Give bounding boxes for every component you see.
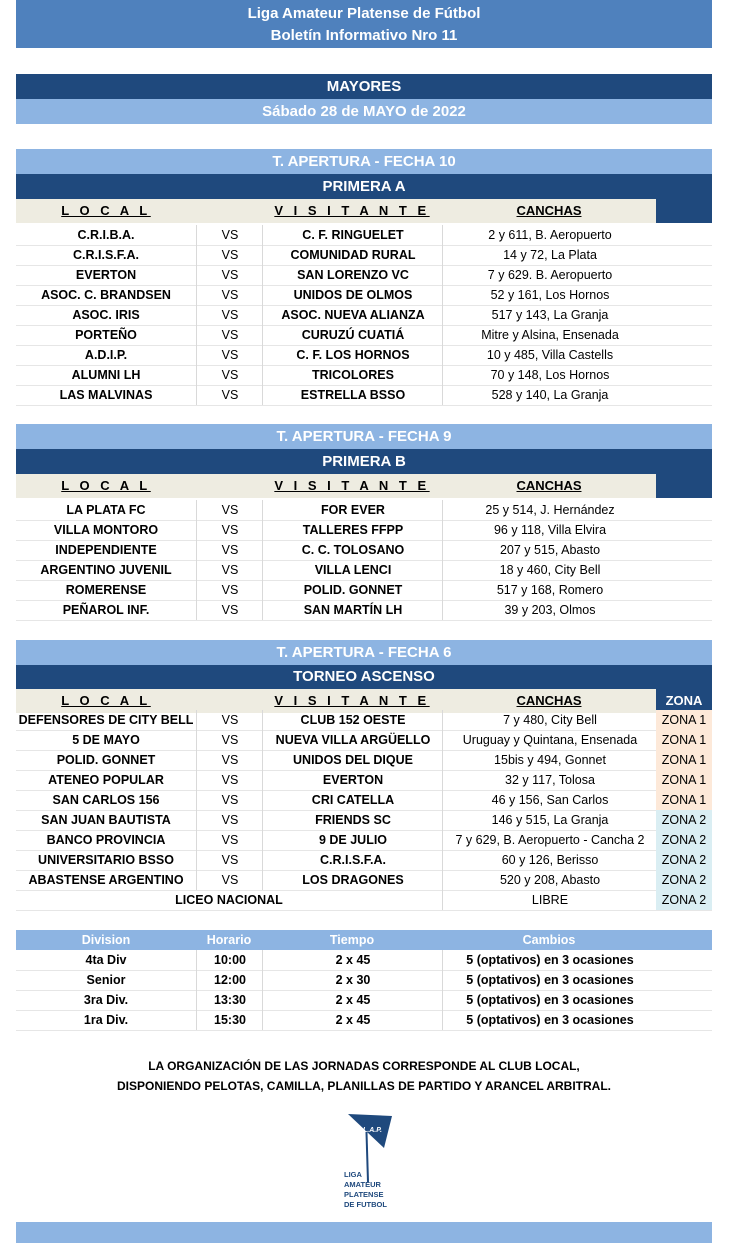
vs-label: VS bbox=[196, 870, 263, 890]
local-team: LA PLATA FC bbox=[66, 503, 146, 517]
visiting-team: UNIDOS DE OLMOS bbox=[262, 285, 443, 305]
field-location: 7 y 480, City Bell bbox=[442, 710, 657, 730]
section3-tournament: T. APERTURA - FECHA 6 bbox=[276, 644, 452, 661]
col-tiempo: Tiempo bbox=[329, 933, 375, 947]
visiting-team: SAN MARTÍN LH bbox=[262, 600, 443, 620]
match-row bbox=[16, 225, 712, 246]
local-team: DEFENSORES DE CITY BELL bbox=[18, 713, 194, 727]
substitutions: 5 (optativos) en 3 ocasiones bbox=[442, 1010, 657, 1030]
organization-note bbox=[16, 1056, 712, 1096]
match-row bbox=[16, 810, 712, 831]
visiting-team: ESTRELLA BSSO bbox=[262, 385, 443, 405]
section2-header-row bbox=[16, 474, 712, 498]
zone-label: ZONA 2 bbox=[656, 850, 712, 870]
schedule-row bbox=[16, 990, 712, 1011]
start-time: 12:00 bbox=[196, 970, 263, 990]
field-location: 517 y 143, La Granja bbox=[442, 305, 657, 325]
vs-label: VS bbox=[196, 385, 263, 405]
visiting-team: LOS DRAGONES bbox=[262, 870, 443, 890]
field-location: 70 y 148, Los Hornos bbox=[442, 365, 657, 385]
field-location: 15bis y 494, Gonnet bbox=[442, 750, 657, 770]
field-location: 520 y 208, Abasto bbox=[442, 870, 657, 890]
bye-zona: ZONA 2 bbox=[656, 890, 712, 910]
zone-label: ZONA 2 bbox=[656, 810, 712, 830]
match-row bbox=[16, 520, 712, 541]
local-team: VILLA MONTORO bbox=[53, 523, 159, 537]
match-row bbox=[16, 710, 712, 731]
field-location: 146 y 515, La Granja bbox=[442, 810, 657, 830]
logo-line-1: LIGA bbox=[344, 1170, 362, 1179]
logo-flag-text: L.A.P. bbox=[363, 1127, 382, 1134]
match-row bbox=[16, 285, 712, 306]
bulletin-number: Boletín Informativo Nro 11 bbox=[270, 27, 458, 44]
match-row bbox=[16, 345, 712, 366]
vs-label: VS bbox=[196, 285, 263, 305]
section2-division-bar bbox=[16, 449, 712, 474]
field-location: 52 y 161, Los Hornos bbox=[442, 285, 657, 305]
visiting-team: CURUZÚ CUATIÁ bbox=[262, 325, 443, 345]
match-row bbox=[16, 365, 712, 386]
visiting-team: FRIENDS SC bbox=[262, 810, 443, 830]
substitutions: 5 (optativos) en 3 ocasiones bbox=[442, 990, 657, 1010]
start-time: 15:30 bbox=[196, 1010, 263, 1030]
field-location: 7 y 629. B. Aeropuerto bbox=[442, 265, 657, 285]
visiting-team: NUEVA VILLA ARGÜELLO bbox=[262, 730, 443, 750]
vs-label: VS bbox=[196, 730, 263, 750]
visiting-team: 9 DE JULIO bbox=[262, 830, 443, 850]
section1-division-bar bbox=[16, 174, 712, 199]
col-zona: ZONA bbox=[665, 693, 703, 708]
field-location: 25 y 514, J. Hernández bbox=[442, 500, 657, 520]
section3-tournament-bar bbox=[16, 640, 712, 665]
schedule-header-row bbox=[16, 930, 712, 950]
match-row bbox=[16, 850, 712, 871]
local-team: PEÑAROL INF. bbox=[62, 603, 150, 617]
match-row bbox=[16, 325, 712, 346]
zone-label: ZONA 1 bbox=[656, 710, 712, 730]
field-location: 32 y 117, Tolosa bbox=[442, 770, 657, 790]
visiting-team: CRI CATELLA bbox=[262, 790, 443, 810]
vs-label: VS bbox=[196, 790, 263, 810]
local-team: UNIVERSITARIO BSSO bbox=[38, 853, 174, 867]
vs-label: VS bbox=[196, 600, 263, 620]
section1-tournament-bar bbox=[16, 149, 712, 174]
local-team: INDEPENDIENTE bbox=[55, 543, 157, 557]
match-row bbox=[16, 750, 712, 771]
match-row bbox=[16, 265, 712, 286]
local-team: SAN CARLOS 156 bbox=[52, 793, 160, 807]
vs-label: VS bbox=[196, 810, 263, 830]
visiting-team: CLUB 152 OESTE bbox=[262, 710, 443, 730]
logo-line-3: PLATENSE bbox=[344, 1190, 384, 1199]
bulletin-header bbox=[16, 0, 712, 48]
schedule-row bbox=[16, 970, 712, 991]
vs-label: VS bbox=[196, 365, 263, 385]
local-team: C.R.I.S.F.A. bbox=[73, 248, 139, 262]
col-cambios: Cambios bbox=[522, 933, 576, 947]
col-visitante: V I S I T A N T E bbox=[274, 203, 430, 218]
section2-division: PRIMERA B bbox=[322, 453, 406, 470]
visiting-team: POLID. GONNET bbox=[262, 580, 443, 600]
field-location: Mitre y Alsina, Ensenada bbox=[442, 325, 657, 345]
match-row bbox=[16, 730, 712, 751]
visiting-team: TALLERES FFPP bbox=[262, 520, 443, 540]
vs-label: VS bbox=[196, 540, 263, 560]
col-local: L O C A L bbox=[61, 478, 151, 493]
match-duration: 2 x 45 bbox=[262, 1010, 443, 1030]
local-team: ARGENTINO JUVENIL bbox=[40, 563, 172, 577]
vs-label: VS bbox=[196, 710, 263, 730]
league-name: Liga Amateur Platense de Fútbol bbox=[247, 5, 481, 22]
bye-cancha: LIBRE bbox=[442, 890, 657, 910]
note-line-1: LA ORGANIZACIÓN DE LAS JORNADAS CORRESPONDE AL CLUB LOCAL, bbox=[148, 1059, 580, 1073]
match-row bbox=[16, 560, 712, 581]
division-name: Senior bbox=[86, 973, 126, 987]
field-location: 14 y 72, La Plata bbox=[442, 245, 657, 265]
visiting-team: EVERTON bbox=[262, 770, 443, 790]
local-team: PORTEÑO bbox=[75, 328, 137, 342]
vs-label: VS bbox=[196, 750, 263, 770]
match-row bbox=[16, 580, 712, 601]
vs-label: VS bbox=[196, 520, 263, 540]
section2-tournament-bar bbox=[16, 424, 712, 449]
logo-line-2: AMATEUR bbox=[344, 1180, 381, 1189]
local-team: POLID. GONNET bbox=[56, 753, 156, 767]
visiting-team: C. C. TOLOSANO bbox=[262, 540, 443, 560]
section3-division-bar bbox=[16, 665, 712, 689]
visiting-team: C. F. RINGUELET bbox=[262, 225, 443, 245]
vs-label: VS bbox=[196, 580, 263, 600]
field-location: 2 y 611, B. Aeropuerto bbox=[442, 225, 657, 245]
match-row bbox=[16, 540, 712, 561]
vs-label: VS bbox=[196, 225, 263, 245]
col-horario: Horario bbox=[206, 933, 252, 947]
category-bar bbox=[16, 74, 712, 99]
field-location: 7 y 629, B. Aeropuerto - Cancha 2 bbox=[442, 830, 657, 850]
field-location: 207 y 515, Abasto bbox=[442, 540, 657, 560]
local-team: ABASTENSE ARGENTINO bbox=[28, 873, 184, 887]
vs-label: VS bbox=[196, 265, 263, 285]
zone-label: ZONA 1 bbox=[656, 770, 712, 790]
field-location: 517 y 168, Romero bbox=[442, 580, 657, 600]
zone-label: ZONA 1 bbox=[656, 730, 712, 750]
field-location: 528 y 140, La Granja bbox=[442, 385, 657, 405]
match-row bbox=[16, 830, 712, 851]
local-team: ROMERENSE bbox=[65, 583, 147, 597]
vs-label: VS bbox=[196, 560, 263, 580]
section3-division: TORNEO ASCENSO bbox=[293, 668, 435, 685]
visiting-team: VILLA LENCI bbox=[262, 560, 443, 580]
bye-row bbox=[16, 890, 712, 911]
local-team: ASOC. C. BRANDSEN bbox=[41, 288, 171, 302]
local-team: C.R.I.B.A. bbox=[77, 228, 135, 242]
start-time: 10:00 bbox=[196, 950, 263, 970]
zone-label: ZONA 2 bbox=[656, 870, 712, 890]
local-team: BANCO PROVINCIA bbox=[46, 833, 166, 847]
schedule-row bbox=[16, 1010, 712, 1031]
col-visitante: V I S I T A N T E bbox=[274, 693, 430, 708]
field-location: 96 y 118, Villa Elvira bbox=[442, 520, 657, 540]
visiting-team: C. F. LOS HORNOS bbox=[262, 345, 443, 365]
division-name: 3ra Div. bbox=[83, 993, 129, 1007]
col-visitante: V I S I T A N T E bbox=[274, 478, 430, 493]
visiting-team: TRICOLORES bbox=[262, 365, 443, 385]
category-title: MAYORES bbox=[326, 78, 402, 95]
substitutions: 5 (optativos) en 3 ocasiones bbox=[442, 950, 657, 970]
match-row bbox=[16, 600, 712, 621]
vs-label: VS bbox=[196, 325, 263, 345]
field-location: Uruguay y Quintana, Ensenada bbox=[442, 730, 657, 750]
col-local: L O C A L bbox=[61, 693, 151, 708]
local-team: LAS MALVINAS bbox=[59, 388, 153, 402]
local-team: ALUMNI LH bbox=[71, 368, 141, 382]
visiting-team: UNIDOS DEL DIQUE bbox=[262, 750, 443, 770]
visiting-team: SAN LORENZO VC bbox=[262, 265, 443, 285]
vs-label: VS bbox=[196, 245, 263, 265]
field-location: 60 y 126, Berisso bbox=[442, 850, 657, 870]
start-time: 13:30 bbox=[196, 990, 263, 1010]
logo-line-4: DE FUTBOL bbox=[344, 1200, 387, 1209]
schedule-row bbox=[16, 950, 712, 971]
local-team: ASOC. IRIS bbox=[72, 308, 140, 322]
match-duration: 2 x 45 bbox=[262, 950, 443, 970]
note-line-2: DISPONIENDO PELOTAS, CAMILLA, PLANILLAS DE PARTIDO Y ARANCEL ARBITRAL. bbox=[116, 1079, 611, 1093]
match-row bbox=[16, 385, 712, 406]
col-canchas: CANCHAS bbox=[516, 693, 582, 708]
vs-label: VS bbox=[196, 850, 263, 870]
col-canchas: CANCHAS bbox=[516, 203, 582, 218]
date-bar bbox=[16, 99, 712, 124]
section1-header-row bbox=[16, 199, 712, 223]
match-date: Sábado 28 de MAYO de 2022 bbox=[262, 103, 466, 120]
match-row bbox=[16, 500, 712, 521]
match-row bbox=[16, 305, 712, 326]
local-team: A.D.I.P. bbox=[84, 348, 128, 362]
visiting-team: FOR EVER bbox=[262, 500, 443, 520]
local-team: 5 DE MAYO bbox=[72, 733, 140, 747]
logo-wordmark bbox=[344, 1170, 387, 1210]
section2-tournament: T. APERTURA - FECHA 9 bbox=[276, 428, 452, 445]
zone-label: ZONA 2 bbox=[656, 830, 712, 850]
field-location: 39 y 203, Olmos bbox=[442, 600, 657, 620]
vs-label: VS bbox=[196, 345, 263, 365]
field-location: 46 y 156, San Carlos bbox=[442, 790, 657, 810]
division-name: 1ra Div. bbox=[83, 1013, 129, 1027]
col-local: L O C A L bbox=[61, 203, 151, 218]
field-location: 18 y 460, City Bell bbox=[442, 560, 657, 580]
visiting-team: C.R.I.S.F.A. bbox=[262, 850, 443, 870]
match-row bbox=[16, 790, 712, 811]
vs-label: VS bbox=[196, 830, 263, 850]
local-team: SAN JUAN BAUTISTA bbox=[41, 813, 171, 827]
bye-club: LICEO NACIONAL bbox=[175, 893, 283, 907]
local-team: EVERTON bbox=[75, 268, 137, 282]
footer-band bbox=[16, 1222, 712, 1243]
match-row bbox=[16, 870, 712, 891]
match-duration: 2 x 45 bbox=[262, 990, 443, 1010]
match-row bbox=[16, 770, 712, 791]
division-name: 4ta Div bbox=[85, 953, 127, 967]
col-division: Division bbox=[81, 933, 131, 947]
substitutions: 5 (optativos) en 3 ocasiones bbox=[442, 970, 657, 990]
vs-label: VS bbox=[196, 305, 263, 325]
zone-label: ZONA 1 bbox=[656, 790, 712, 810]
match-duration: 2 x 30 bbox=[262, 970, 443, 990]
field-location: 10 y 485, Villa Castells bbox=[442, 345, 657, 365]
visiting-team: COMUNIDAD RURAL bbox=[262, 245, 443, 265]
section1-division: PRIMERA A bbox=[322, 178, 406, 195]
section1-tournament: T. APERTURA - FECHA 10 bbox=[272, 153, 456, 170]
vs-label: VS bbox=[196, 500, 263, 520]
local-team: ATENEO POPULAR bbox=[48, 773, 164, 787]
vs-label: VS bbox=[196, 770, 263, 790]
match-row bbox=[16, 245, 712, 266]
zone-label: ZONA 1 bbox=[656, 750, 712, 770]
col-canchas: CANCHAS bbox=[516, 478, 582, 493]
visiting-team: ASOC. NUEVA ALIANZA bbox=[262, 305, 443, 325]
